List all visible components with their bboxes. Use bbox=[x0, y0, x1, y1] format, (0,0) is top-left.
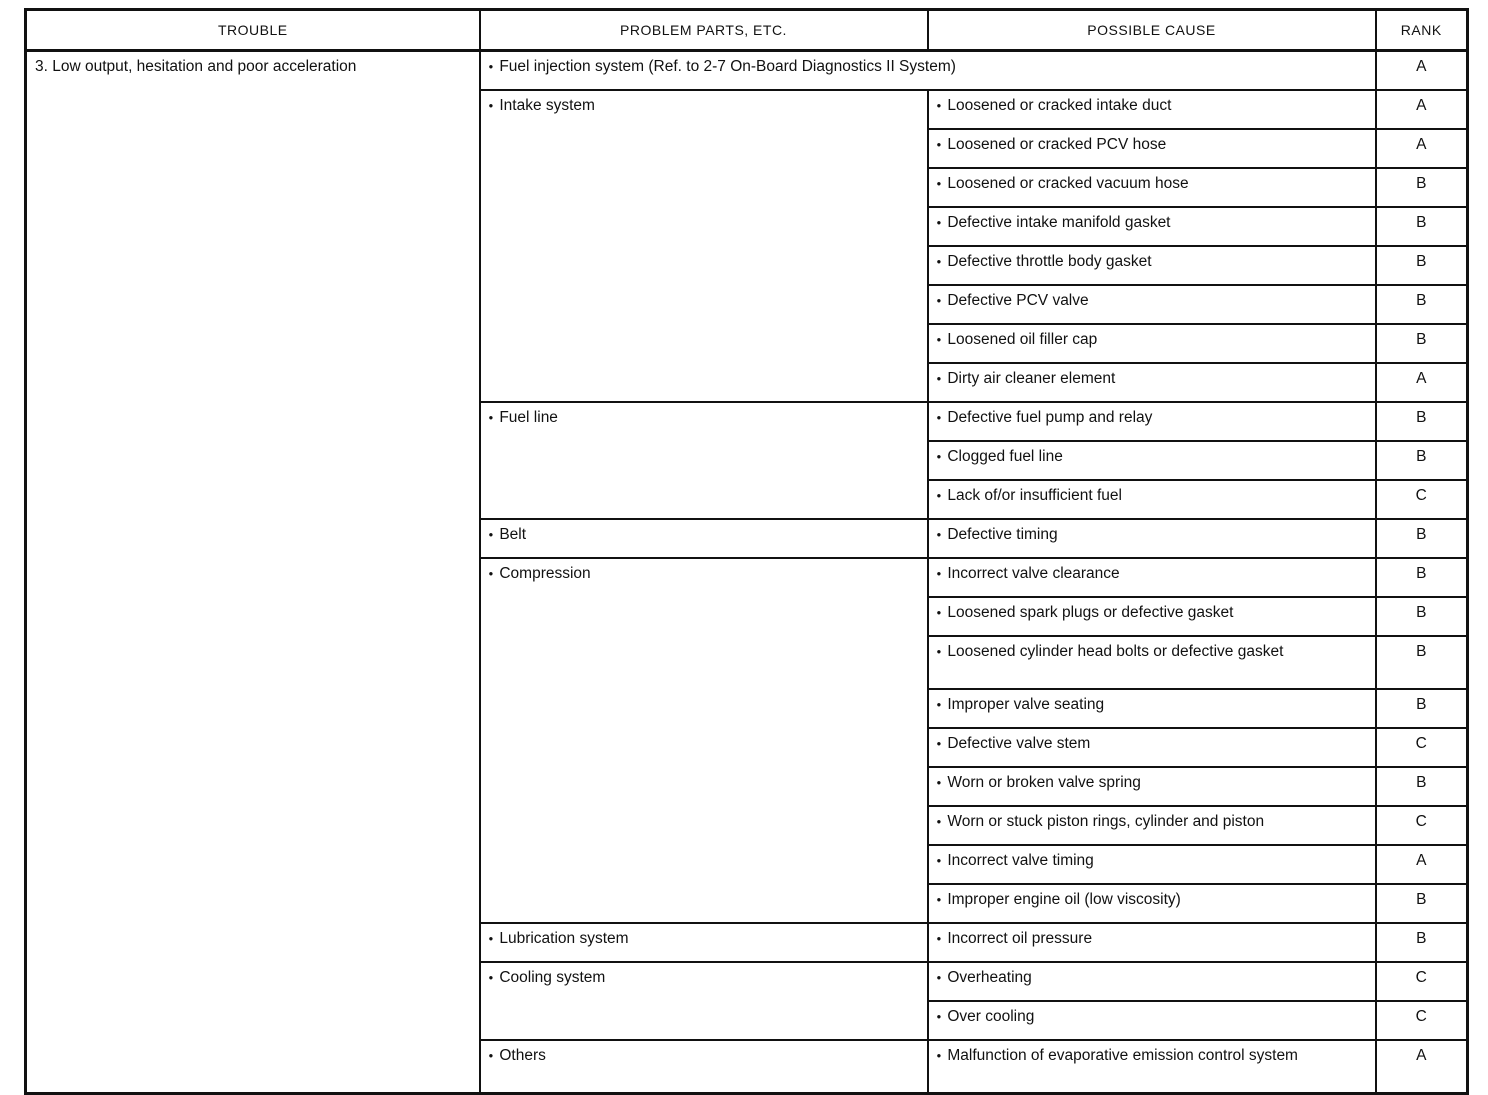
rank-cell: B bbox=[1376, 207, 1468, 246]
possible-cause-cell: ● Loosened cylinder head bolts or defective gasket bbox=[928, 636, 1376, 689]
possible-cause-cell: ● Improper valve seating bbox=[928, 689, 1376, 728]
possible-cause-cell: ● Loosened spark plugs or defective gasket bbox=[928, 597, 1376, 636]
possible-cause-cell: ● Lack of/or insufficient fuel bbox=[928, 480, 1376, 519]
possible-cause-cell: ● Incorrect oil pressure bbox=[928, 923, 1376, 962]
rank-cell: B bbox=[1376, 689, 1468, 728]
troubleshooting-table bbox=[24, 8, 1469, 1095]
troubleshooting-page bbox=[24, 8, 1469, 1095]
header-row bbox=[26, 10, 1468, 51]
rank-cell: B bbox=[1376, 597, 1468, 636]
possible-cause-cell: ● Defective PCV valve bbox=[928, 285, 1376, 324]
rank-cell: B bbox=[1376, 246, 1468, 285]
possible-cause-cell: ● Dirty air cleaner element bbox=[928, 363, 1376, 402]
rank-cell: B bbox=[1376, 324, 1468, 363]
possible-cause-cell: ● Loosened or cracked PCV hose bbox=[928, 129, 1376, 168]
possible-cause-cell: ● Loosened or cracked intake duct bbox=[928, 90, 1376, 129]
possible-cause-cell: ● Defective valve stem bbox=[928, 728, 1376, 767]
problem-part-cell: ● Others bbox=[480, 1040, 928, 1094]
rank-cell: C bbox=[1376, 806, 1468, 845]
problem-part-cell: ● Compression bbox=[480, 558, 928, 923]
rank-cell: B bbox=[1376, 558, 1468, 597]
possible-cause-cell: ● Defective throttle body gasket bbox=[928, 246, 1376, 285]
possible-cause-cell: ● Defective intake manifold gasket bbox=[928, 207, 1376, 246]
rank-cell: B bbox=[1376, 441, 1468, 480]
rank-cell: B bbox=[1376, 923, 1468, 962]
possible-cause-cell: ● Clogged fuel line bbox=[928, 441, 1376, 480]
table-header bbox=[26, 10, 1468, 51]
possible-cause-cell: ● Incorrect valve clearance bbox=[928, 558, 1376, 597]
possible-cause-cell: ● Improper engine oil (low viscosity) bbox=[928, 884, 1376, 923]
rank-cell: C bbox=[1376, 728, 1468, 767]
rank-cell: B bbox=[1376, 168, 1468, 207]
problem-part-cell: ● Lubrication system bbox=[480, 923, 928, 962]
problem-part-cell: ● Fuel line bbox=[480, 402, 928, 519]
table-row bbox=[26, 51, 1468, 91]
possible-cause-cell: ● Defective timing bbox=[928, 519, 1376, 558]
header-rank: RANK bbox=[1376, 10, 1468, 51]
problem-part-cell: ● Fuel injection system (Ref. to 2-7 On-Board Diagnostics II System) bbox=[480, 51, 1376, 91]
rank-cell: B bbox=[1376, 636, 1468, 689]
rank-cell: C bbox=[1376, 480, 1468, 519]
possible-cause-cell: ● Over cooling bbox=[928, 1001, 1376, 1040]
problem-part-cell: ● Cooling system bbox=[480, 962, 928, 1040]
possible-cause-cell: ● Worn or stuck piston rings, cylinder and piston bbox=[928, 806, 1376, 845]
problem-part-cell: ● Belt bbox=[480, 519, 928, 558]
table-body bbox=[26, 51, 1468, 1094]
possible-cause-cell: ● Overheating bbox=[928, 962, 1376, 1001]
trouble-cell: 3. Low output, hesitation and poor acceleration bbox=[26, 51, 480, 1094]
possible-cause-cell: ● Loosened oil filler cap bbox=[928, 324, 1376, 363]
possible-cause-cell: ● Malfunction of evaporative emission control system bbox=[928, 1040, 1376, 1094]
rank-cell: A bbox=[1376, 90, 1468, 129]
header-possible-cause: POSSIBLE CAUSE bbox=[928, 10, 1376, 51]
possible-cause-cell: ● Defective fuel pump and relay bbox=[928, 402, 1376, 441]
rank-cell: A bbox=[1376, 129, 1468, 168]
rank-cell: A bbox=[1376, 1040, 1468, 1094]
possible-cause-cell: ● Worn or broken valve spring bbox=[928, 767, 1376, 806]
rank-cell: C bbox=[1376, 1001, 1468, 1040]
problem-part-cell: ● Intake system bbox=[480, 90, 928, 402]
header-problem-parts: PROBLEM PARTS, ETC. bbox=[480, 10, 928, 51]
possible-cause-cell: ● Incorrect valve timing bbox=[928, 845, 1376, 884]
rank-cell: B bbox=[1376, 285, 1468, 324]
header-trouble: TROUBLE bbox=[26, 10, 480, 51]
rank-cell: A bbox=[1376, 51, 1468, 91]
rank-cell: B bbox=[1376, 884, 1468, 923]
rank-cell: C bbox=[1376, 962, 1468, 1001]
rank-cell: A bbox=[1376, 845, 1468, 884]
possible-cause-cell: ● Loosened or cracked vacuum hose bbox=[928, 168, 1376, 207]
rank-cell: B bbox=[1376, 519, 1468, 558]
rank-cell: B bbox=[1376, 402, 1468, 441]
rank-cell: B bbox=[1376, 767, 1468, 806]
rank-cell: A bbox=[1376, 363, 1468, 402]
